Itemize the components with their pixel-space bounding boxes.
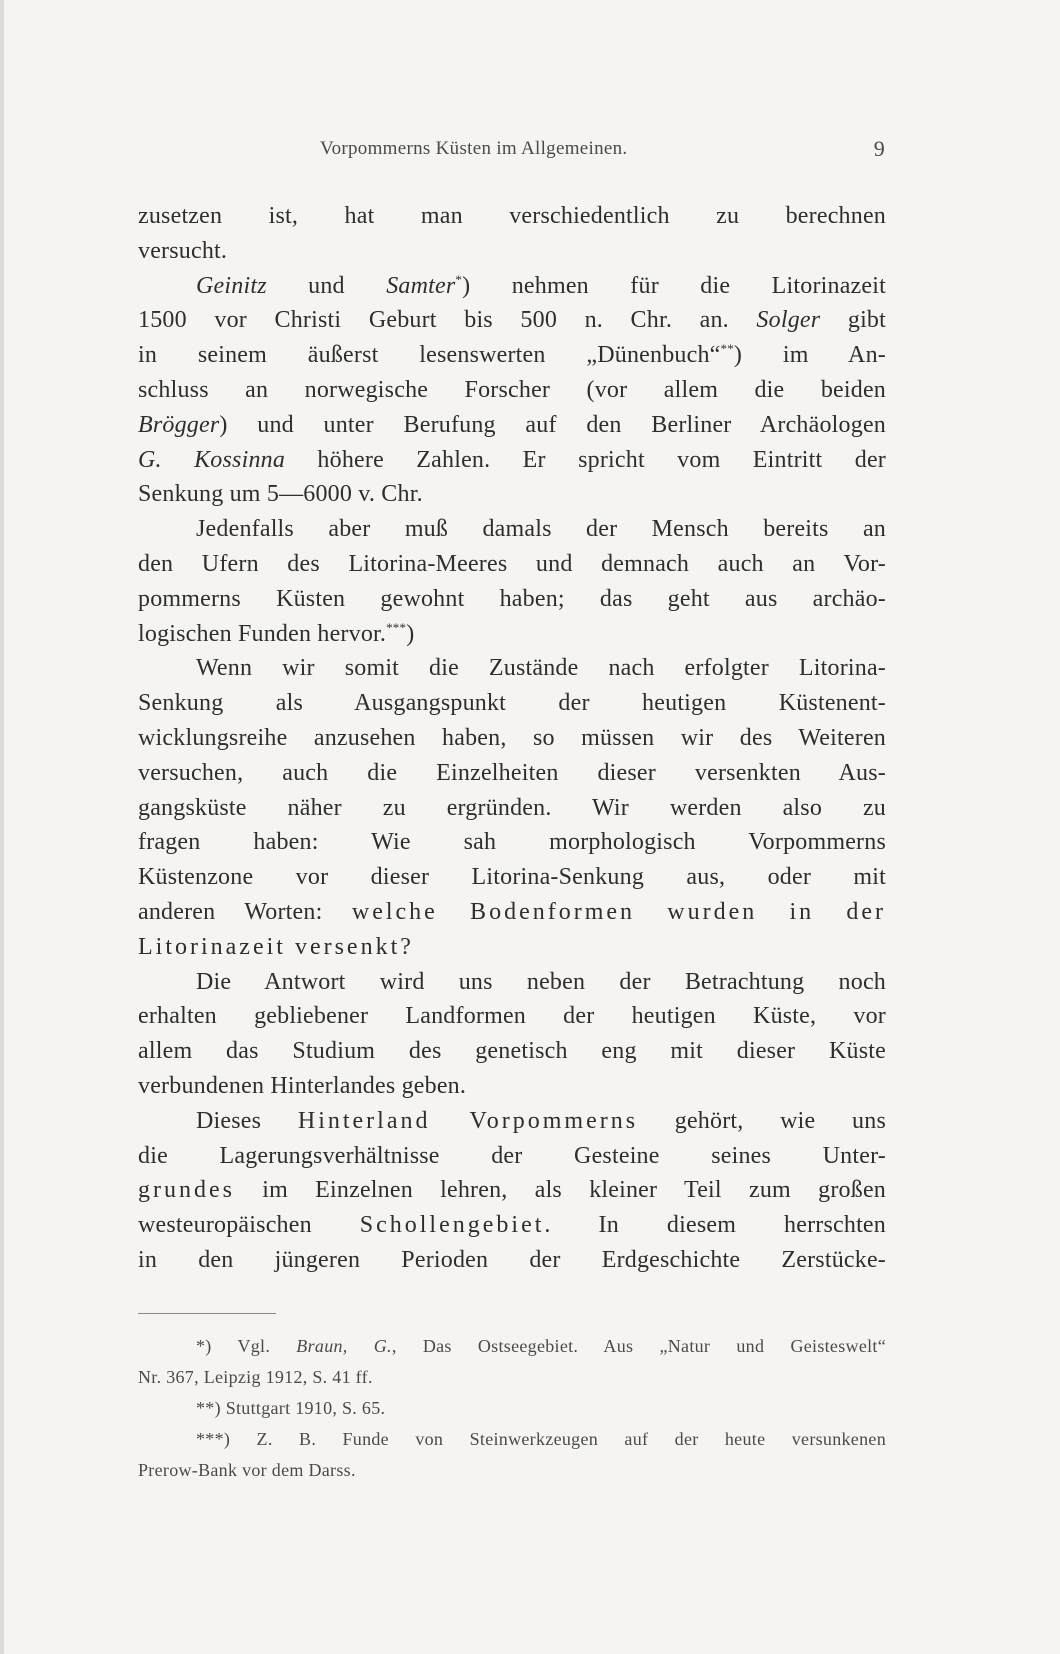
page-edge — [0, 0, 4, 1654]
text-line: erhalten gebliebener Landformen der heutigen Küste, vor — [138, 1003, 886, 1030]
text-line: Brögger) und unter Berufung auf den Berliner Archäologen — [138, 411, 886, 438]
text-line: pommerns Küsten gewohnt haben; das geht aus archäo- — [138, 585, 886, 612]
author-name: Samter — [386, 272, 456, 299]
text-line: die Lagerungsverhältnisse der Gesteine seines Unter- — [138, 1142, 886, 1169]
footnote: ***) Z. B. Funde von Steinwerkzeugen auf der heute versunkenen — [196, 1429, 886, 1449]
text-line: G. Kossinna höhere Zahlen. Er spricht vom Eintritt der — [138, 446, 887, 473]
spaced-emphasis: Schollengebiet — [359, 1212, 545, 1239]
text-line: Senkung als Ausgangspunkt der heutigen Küstenent- — [138, 690, 886, 717]
running-header — [320, 138, 885, 168]
text-line: Wenn wir somit die Zustände nach erfolgter Litorina- — [196, 655, 886, 682]
page-number: 9 — [873, 136, 885, 161]
text-line: schluss an norwegische Forscher (vor allem die beiden — [138, 376, 886, 403]
text-line: verbundenen Hinterlandes geben. — [138, 1072, 467, 1099]
text-line: zusetzen ist, hat man verschiedentlich zu berechnen — [138, 203, 886, 229]
text-line: wicklungsreihe anzusehen haben, so müssen wir des Weiteren — [138, 724, 886, 751]
footnotes — [138, 1331, 886, 1486]
author-name: Solger — [756, 307, 821, 334]
footnote: Prerow-Bank vor dem Darss. — [138, 1460, 356, 1480]
text-line: Küstenzone vor dieser Litorina-Senkung aus, oder mit — [138, 864, 886, 891]
text-line: Dieses Hinterland Vorpommerns gehört, wie uns — [196, 1107, 886, 1134]
author-name: Braun, G. — [296, 1336, 392, 1356]
author-name: G. Kossinna — [138, 446, 286, 473]
text-line: versuchen, auch die Einzelheiten dieser versenkten Aus- — [138, 759, 886, 786]
footnote-divider — [138, 1313, 276, 1314]
author-name: Geinitz — [196, 272, 267, 299]
text-line: Geinitz und Samter*) nehmen für die Litorinazeit — [196, 271, 886, 299]
footnote-ref: ** — [720, 341, 734, 357]
footnote: **) Stuttgart 1910, S. 65. — [196, 1398, 386, 1418]
spaced-emphasis: welche Bodenformen wurden in der — [351, 898, 886, 925]
footnote-ref: *** — [386, 619, 407, 635]
text-line: Senkung um 5—6000 v. Chr. — [138, 481, 423, 508]
text-line: grundes im Einzelnen lehren, als kleiner Teil zum großen — [138, 1177, 886, 1204]
text-line: in den jüngeren Perioden der Erdgeschichte Zerstücke- — [138, 1246, 886, 1273]
text-line — [138, 930, 886, 965]
text-line: gangsküste näher zu ergründen. Wir werden also zu — [138, 794, 886, 821]
text-line: in seinem äußerst lesenswerten „Dünenbuch“**) im An- — [138, 341, 886, 369]
text-line: logischen Funden hervor.***) — [138, 619, 415, 647]
text-line: fragen haben: Wie sah morphologisch Vorpommerns — [138, 829, 886, 856]
text-line: westeuropäischen Schollengebiet. In diesem herrschten — [138, 1212, 886, 1239]
text-line: den Ufern des Litorina-Meeres und demnach auch an Vor- — [138, 550, 886, 577]
text-line: anderen Worten: welche Bodenformen wurden in der — [138, 898, 886, 925]
text-line: Die Antwort wird uns neben der Betrachtung noch — [196, 968, 886, 995]
author-name: Brögger — [138, 411, 220, 438]
body-text — [138, 199, 886, 1278]
text-line: versucht. — [138, 237, 228, 264]
spaced-emphasis: grundes — [138, 1177, 235, 1204]
spaced-emphasis: Hinterland Vorpommerns — [297, 1107, 639, 1134]
text-line: 1500 vor Christi Geburt bis 500 n. Chr. an. Solger gibt — [138, 307, 886, 334]
text-line: allem das Studium des genetisch eng mit dieser Küste — [138, 1038, 886, 1065]
running-title: Vorpommerns Küsten im Allgemeinen. — [320, 138, 628, 159]
spaced-emphasis: Litorinazeit versenkt? — [138, 933, 414, 960]
footnote-ref: * — [455, 271, 463, 287]
text-line: Jedenfalls aber muß damals der Mensch bereits an — [196, 516, 886, 543]
footnote: Nr. 367, Leipzig 1912, S. 41 ff. — [138, 1367, 373, 1387]
footnote: *) Vgl. Braun, G., Das Ostseegebiet. Aus „Natur und Geisteswelt“ — [196, 1336, 887, 1356]
